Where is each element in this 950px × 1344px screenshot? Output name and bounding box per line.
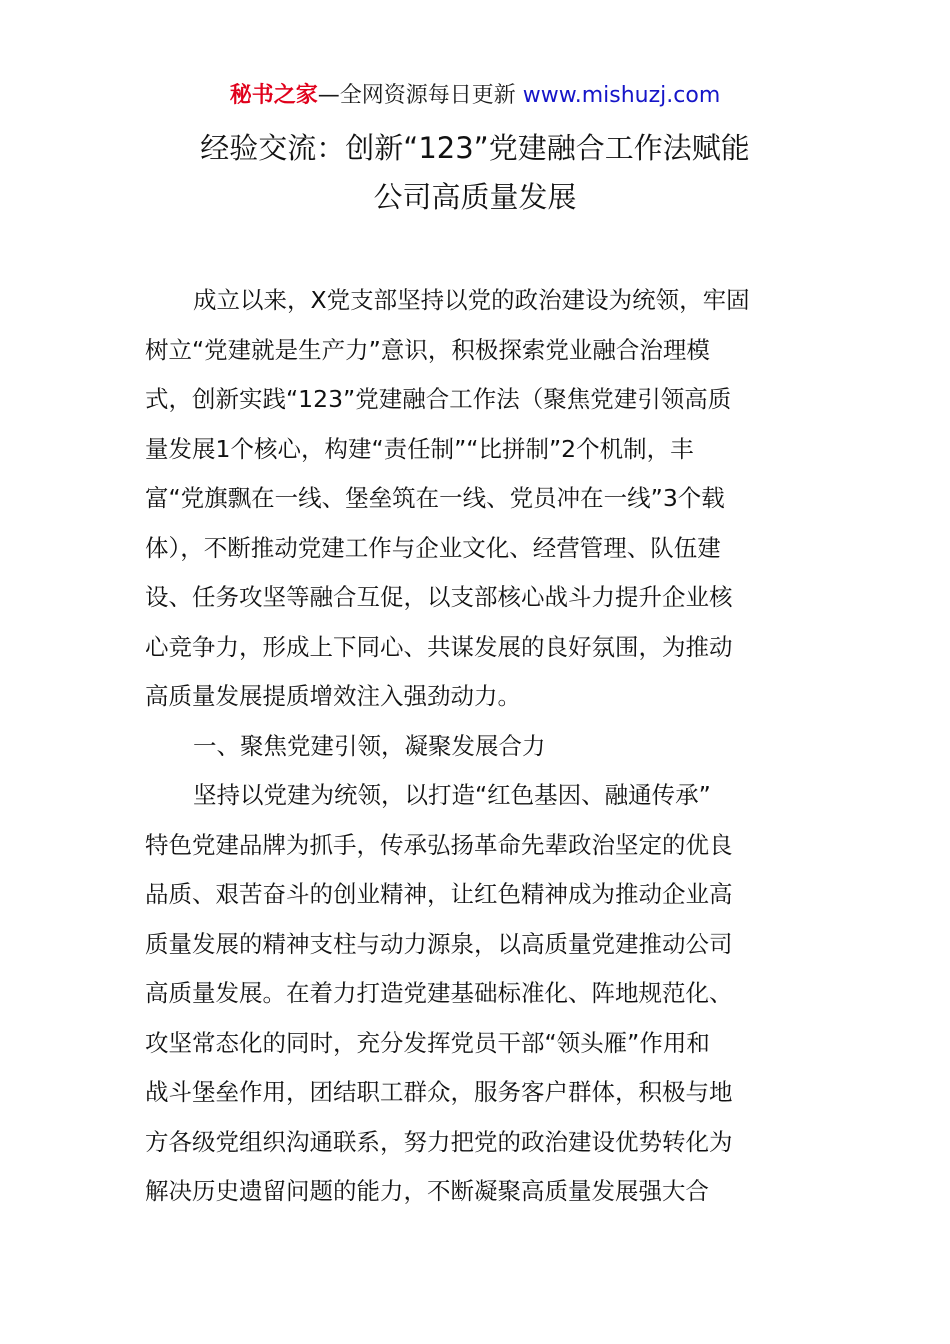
document-title-line-2: 公司高质量发展 (373, 180, 577, 214)
paragraph-line: 设、任务攻坚等融合互促，以支部核心战斗力提升企业核 (145, 583, 733, 611)
paragraph-line: 攻坚常态化的同时，充分发挥党员干部“领头雁”作用和 (145, 1028, 710, 1057)
paragraph-line: 富“党旗飘在一线、堡垒筑在一线、党员冲在一线”3个载 (145, 484, 725, 512)
paragraph-line: 方各级党组织沟通联系，努力把党的政治建设优势转化为 (145, 1127, 733, 1156)
paragraph-line: 高质量发展。在着力打造党建基础标准化、阵地规范化、 (145, 979, 733, 1007)
brand-name: 秘书之家 (229, 83, 318, 108)
paragraph-line: 质量发展的精神支柱与动力源泉，以高质量党建推动公司 (145, 929, 733, 958)
paragraph-line: 式，创新实践“123”党建融合工作法（聚焦党建引领高质 (145, 385, 732, 413)
paragraph-line: 成立以来，X党支部坚持以党的政治建设为统领，牢固 (193, 286, 750, 314)
document-body (145, 276, 810, 1217)
paragraph-line: 量发展1个核心，构建“责任制”“比拼制”2个机制，丰 (145, 434, 694, 463)
document-title-line-1: 经验交流：创新“123”党建融合工作法赋能 (200, 131, 750, 165)
paragraph-line: 特色党建品牌为抓手，传承弘扬革命先辈政治坚定的优良 (145, 830, 733, 859)
paragraph-line: 坚持以党建为统领，以打造“红色基因、融通传承” (193, 781, 711, 809)
paragraph-line: 体），不断推动党建工作与企业文化、经营管理、队伍建 (145, 533, 721, 562)
paragraph-line: 心竞争力，形成上下同心、共谋发展的良好氛围，为推动 (145, 632, 733, 661)
site-url-link[interactable]: www.mishuzj.com (522, 83, 721, 108)
paragraph-line: 战斗堡垒作用，团结职工群众，服务客户群体，积极与地 (145, 1078, 733, 1106)
paragraph-line: 树立“党建就是生产力”意识，积极探索党业融合治理模 (145, 335, 710, 364)
paragraph-line: 品质、艰苦奋斗的创业精神，让红色精神成为推动企业高 (145, 880, 733, 908)
site-tagline: —全网资源每日更新 (317, 83, 516, 108)
paragraph-line: 解决历史遗留问题的能力，不断凝聚高质量发展强大合 (145, 1177, 709, 1205)
site-header (0, 80, 950, 112)
section-heading: 一、聚焦党建引领，凝聚发展合力 (193, 731, 546, 760)
paragraph-line: 高质量发展提质增效注入强劲动力。 (145, 682, 521, 710)
